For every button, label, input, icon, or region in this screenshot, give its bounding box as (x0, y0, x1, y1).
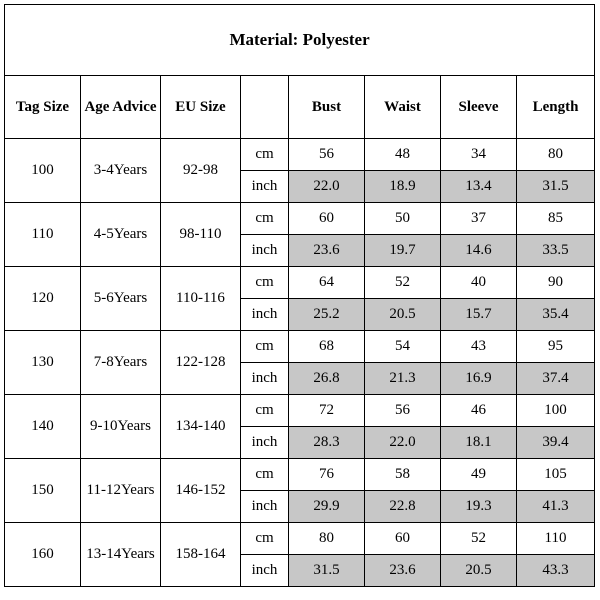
table-row (5, 139, 595, 171)
sleeve-cm-cell: 46 (441, 395, 517, 427)
bust-inch-cell: 22.0 (289, 171, 365, 203)
length-inch-cell: 41.3 (517, 491, 595, 523)
length-inch-cell: 31.5 (517, 171, 595, 203)
bust-inch-cell: 28.3 (289, 427, 365, 459)
table-row (5, 267, 595, 299)
length-cm-cell: 80 (517, 139, 595, 171)
length-inch-cell: 35.4 (517, 299, 595, 331)
length-cm-cell: 110 (517, 523, 595, 555)
tag-size-cell: 150 (5, 459, 81, 523)
unit-inch-cell: inch (241, 555, 289, 587)
sleeve-inch-cell: 20.5 (441, 555, 517, 587)
waist-inch-cell: 19.7 (365, 235, 441, 267)
table-title: Material: Polyester (5, 5, 595, 76)
bust-cm-cell: 68 (289, 331, 365, 363)
length-inch-cell: 37.4 (517, 363, 595, 395)
waist-cm-cell: 58 (365, 459, 441, 491)
bust-inch-cell: 31.5 (289, 555, 365, 587)
age-advice-cell: 7-8Years (81, 331, 161, 395)
length-inch-cell: 43.3 (517, 555, 595, 587)
waist-cm-cell: 50 (365, 203, 441, 235)
bust-inch-cell: 29.9 (289, 491, 365, 523)
sleeve-inch-cell: 14.6 (441, 235, 517, 267)
age-advice-cell: 9-10Years (81, 395, 161, 459)
table-row (5, 203, 595, 235)
age-advice-cell: 3-4Years (81, 139, 161, 203)
tag-size-cell: 110 (5, 203, 81, 267)
waist-inch-cell: 18.9 (365, 171, 441, 203)
tag-size-cell: 160 (5, 523, 81, 587)
table-row (5, 395, 595, 427)
bust-cm-cell: 72 (289, 395, 365, 427)
sleeve-cm-cell: 40 (441, 267, 517, 299)
unit-inch-cell: inch (241, 363, 289, 395)
unit-inch-cell: inch (241, 491, 289, 523)
table-row (5, 331, 595, 363)
bust-inch-cell: 23.6 (289, 235, 365, 267)
unit-inch-cell: inch (241, 171, 289, 203)
size-table (4, 4, 595, 587)
waist-inch-cell: 22.8 (365, 491, 441, 523)
length-inch-cell: 39.4 (517, 427, 595, 459)
bust-cm-cell: 64 (289, 267, 365, 299)
bust-cm-cell: 76 (289, 459, 365, 491)
header-unit (241, 76, 289, 139)
waist-cm-cell: 56 (365, 395, 441, 427)
header-tag-size: Tag Size (5, 76, 81, 139)
waist-inch-cell: 20.5 (365, 299, 441, 331)
header-length: Length (517, 76, 595, 139)
age-advice-cell: 13-14Years (81, 523, 161, 587)
unit-cm-cell: cm (241, 203, 289, 235)
header-waist: Waist (365, 76, 441, 139)
unit-cm-cell: cm (241, 139, 289, 171)
table-row (5, 523, 595, 555)
eu-size-cell: 110-116 (161, 267, 241, 331)
header-row (5, 76, 595, 139)
sleeve-inch-cell: 13.4 (441, 171, 517, 203)
sleeve-cm-cell: 43 (441, 331, 517, 363)
tag-size-cell: 120 (5, 267, 81, 331)
length-cm-cell: 105 (517, 459, 595, 491)
sleeve-inch-cell: 18.1 (441, 427, 517, 459)
length-cm-cell: 90 (517, 267, 595, 299)
eu-size-cell: 122-128 (161, 331, 241, 395)
unit-cm-cell: cm (241, 459, 289, 491)
waist-inch-cell: 23.6 (365, 555, 441, 587)
length-cm-cell: 95 (517, 331, 595, 363)
waist-inch-cell: 22.0 (365, 427, 441, 459)
age-advice-cell: 4-5Years (81, 203, 161, 267)
waist-cm-cell: 60 (365, 523, 441, 555)
eu-size-cell: 92-98 (161, 139, 241, 203)
tag-size-cell: 140 (5, 395, 81, 459)
bust-inch-cell: 25.2 (289, 299, 365, 331)
tag-size-cell: 130 (5, 331, 81, 395)
title-row (5, 5, 595, 76)
waist-cm-cell: 54 (365, 331, 441, 363)
unit-cm-cell: cm (241, 331, 289, 363)
sleeve-cm-cell: 34 (441, 139, 517, 171)
length-cm-cell: 100 (517, 395, 595, 427)
waist-cm-cell: 48 (365, 139, 441, 171)
sleeve-inch-cell: 16.9 (441, 363, 517, 395)
header-age-advice: Age Advice (81, 76, 161, 139)
eu-size-cell: 134-140 (161, 395, 241, 459)
unit-inch-cell: inch (241, 427, 289, 459)
bust-cm-cell: 80 (289, 523, 365, 555)
waist-inch-cell: 21.3 (365, 363, 441, 395)
sleeve-inch-cell: 19.3 (441, 491, 517, 523)
length-inch-cell: 33.5 (517, 235, 595, 267)
tag-size-cell: 100 (5, 139, 81, 203)
unit-inch-cell: inch (241, 299, 289, 331)
unit-inch-cell: inch (241, 235, 289, 267)
sleeve-cm-cell: 37 (441, 203, 517, 235)
bust-cm-cell: 60 (289, 203, 365, 235)
bust-cm-cell: 56 (289, 139, 365, 171)
eu-size-cell: 146-152 (161, 459, 241, 523)
length-cm-cell: 85 (517, 203, 595, 235)
eu-size-cell: 158-164 (161, 523, 241, 587)
header-bust: Bust (289, 76, 365, 139)
age-advice-cell: 11-12Years (81, 459, 161, 523)
sleeve-cm-cell: 49 (441, 459, 517, 491)
header-eu-size: EU Size (161, 76, 241, 139)
unit-cm-cell: cm (241, 523, 289, 555)
bust-inch-cell: 26.8 (289, 363, 365, 395)
unit-cm-cell: cm (241, 395, 289, 427)
header-sleeve: Sleeve (441, 76, 517, 139)
unit-cm-cell: cm (241, 267, 289, 299)
eu-size-cell: 98-110 (161, 203, 241, 267)
sleeve-inch-cell: 15.7 (441, 299, 517, 331)
table-row (5, 459, 595, 491)
size-chart (4, 4, 594, 596)
sleeve-cm-cell: 52 (441, 523, 517, 555)
age-advice-cell: 5-6Years (81, 267, 161, 331)
waist-cm-cell: 52 (365, 267, 441, 299)
